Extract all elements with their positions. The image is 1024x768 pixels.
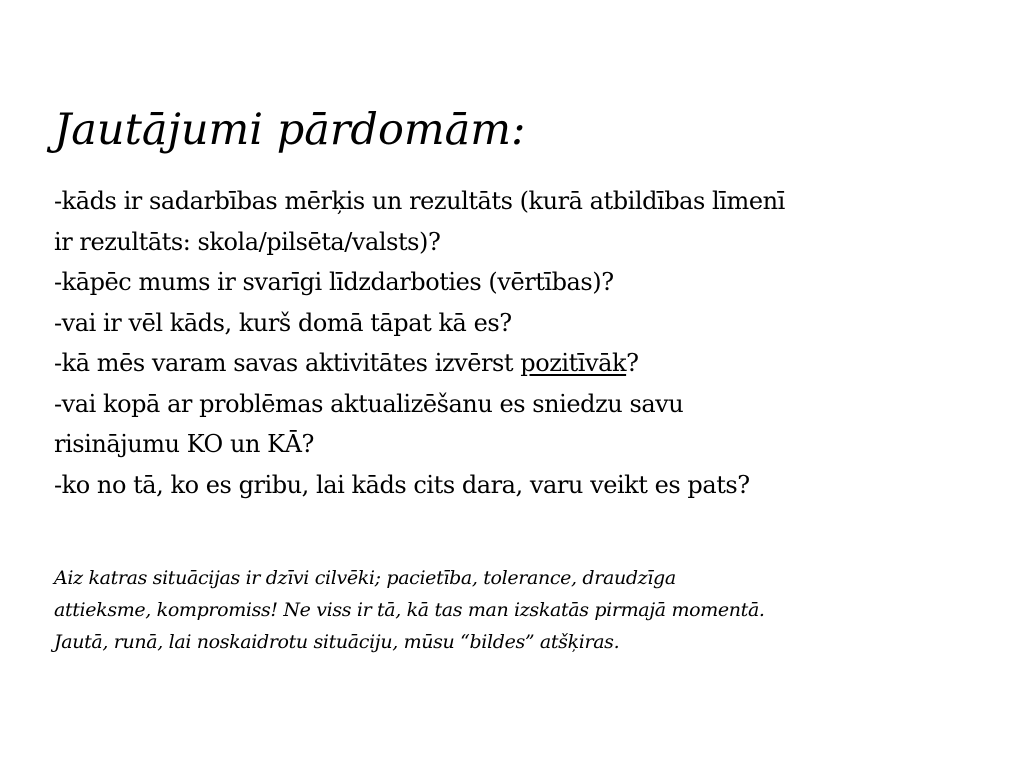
question-line: ir rezultāts: skola/pilsēta/valsts)? [54,227,441,256]
question-line: -ko no tā, ko es gribu, lai kāds cits dara, varu veikt es pats? [54,470,750,499]
question-item [54,343,984,384]
question-item [54,262,984,303]
question-item [54,303,984,344]
slide-title: Jautājumi pārdomām: [54,105,526,155]
note-line: Jautā, runā, lai noskaidrotu situāciju, mūsu “bildes” atšķiras. [54,631,620,653]
question-line: -vai ir vēl kāds, kurš domā tāpat kā es? [54,308,512,337]
question-line: -kāds ir sadarbības mērķis un rezultāts (kurā atbildības līmenī [54,187,785,215]
question-item [54,465,984,506]
closing-note [54,562,984,658]
question-list [54,181,984,505]
note-line: Aiz katras situācijas ir dzīvi cilvēki; pacietība, tolerance, draudzīga [54,567,676,589]
question-item [54,181,984,262]
question-mark: ? [626,349,639,377]
question-line: risinājumu KO un KĀ? [54,430,314,458]
question-text: -kā mēs varam savas aktivitātes izvērst [54,349,521,377]
note-line: attieksme, kompromiss! Ne viss ir tā, kā tas man izskatās pirmajā momentā. [54,599,765,621]
underlined-word: pozitīvāk [520,349,627,377]
question-item [54,384,984,465]
question-line: -kāpēc mums ir svarīgi līdzdarboties (vērtības)? [54,268,614,296]
question-line: -vai kopā ar problēmas aktualizēšanu es sniedzu savu [54,389,684,418]
